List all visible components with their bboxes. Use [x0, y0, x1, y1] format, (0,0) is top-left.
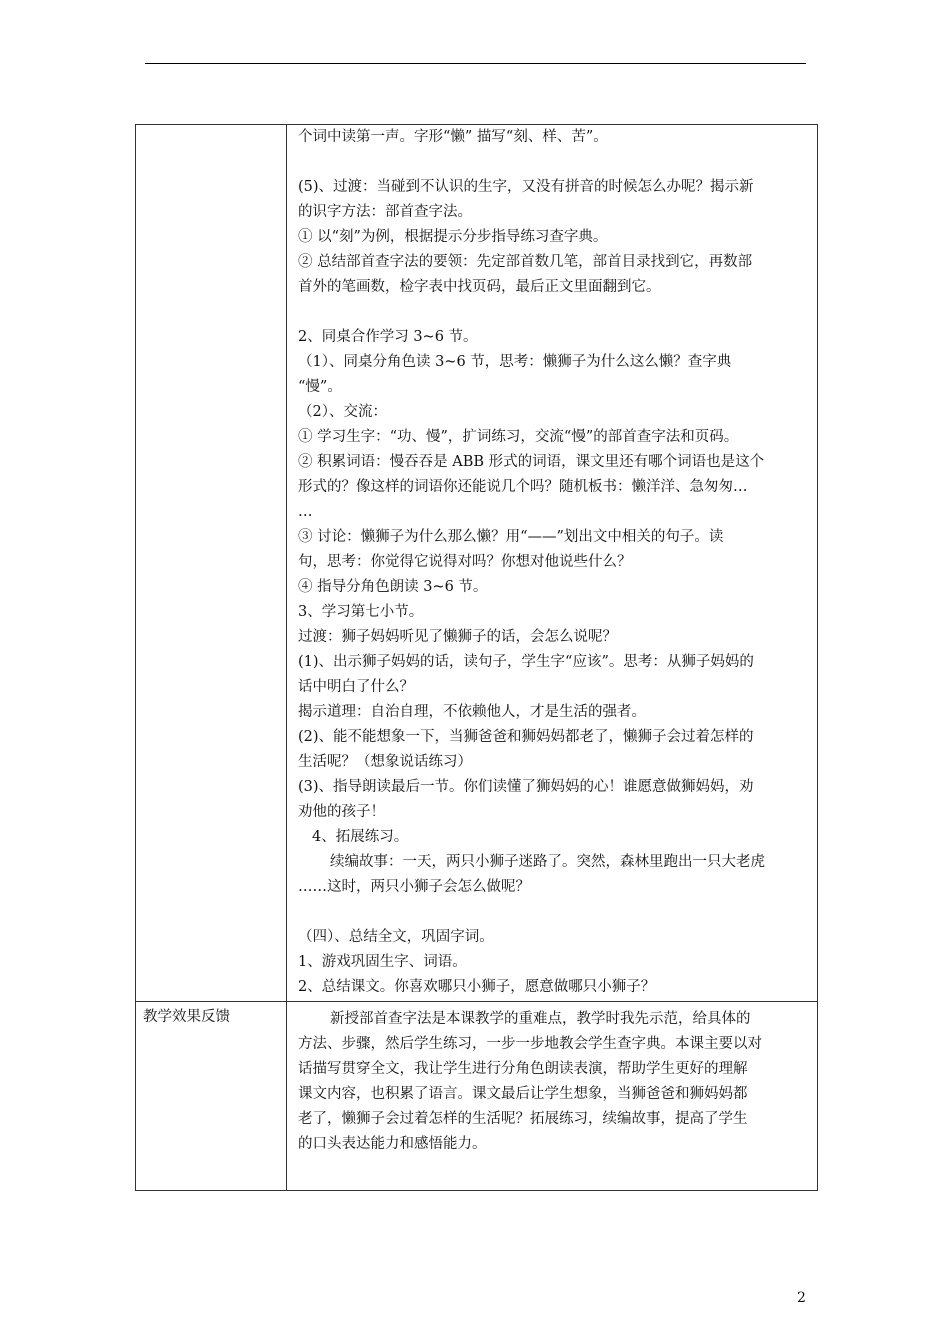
text-line: 生活呢？（想象说话练习） — [298, 754, 472, 770]
text-line: ③ 讨论：懒狮子为什么那么懒？用“——”划出文中相关的句子。读 — [298, 529, 724, 545]
blank-line — [298, 300, 810, 325]
text-line: 形式的？像这样的词语你还能说几个吗？随机板书：懒洋洋、急匆匆… — [298, 479, 748, 495]
text-line: 2、同桌合作学习 3~6 节。 — [298, 329, 478, 345]
text-line: 老了，懒狮子会过着怎样的生活呢？拓展练习，续编故事，提高了学生 — [298, 1111, 748, 1127]
text-line: ② 总结部首查字法的要领：先定部首数几笔，部首目录找到它，再数部 — [298, 254, 753, 270]
text-line: (1)、出示狮子妈妈的话，读句子，学生字“应该”。思考：从狮子妈妈的 — [298, 654, 754, 670]
text-line: 2、总结课文。你喜欢哪只小狮子，愿意做哪只小狮子？ — [298, 979, 656, 995]
lesson-process-label-cell — [136, 125, 287, 1002]
text-line: (5)、过渡：当碰到不认识的生字，又没有拼音的时候怎么办呢？揭示新 — [298, 179, 754, 195]
feedback-label: 教学效果反馈 — [136, 1002, 287, 1191]
text-line: 话中明白了什么？ — [298, 679, 414, 695]
lesson-process-row — [136, 125, 818, 1002]
text-line: 方法、步骤，然后学生练习，一步一步地教会学生查字典。本课主要以对 — [298, 1036, 762, 1052]
text-line: 续编故事：一天，两只小狮子迷路了。突然，森林里跑出一只大老虎 — [330, 854, 765, 870]
text-line: 劝他的孩子！ — [298, 804, 385, 820]
text-line: 句，思考：你觉得它说得对吗？你想对他说些什么？ — [298, 554, 632, 570]
text-line: 揭示道理：自治自理，不依赖他人，才是生活的强者。 — [298, 704, 646, 720]
feedback-row — [136, 1002, 818, 1191]
text-line: 新授部首查字法是本课教学的重难点，教学时我先示范，给具体的 — [330, 1011, 751, 1027]
text-line: … — [298, 504, 313, 520]
text-line: （2）、交流： — [298, 404, 387, 420]
blank-line — [298, 900, 810, 925]
text-line: （四）、总结全文，巩固字词。 — [298, 929, 494, 945]
text-line: (3)、指导朗读最后一节。你们读懂了狮妈妈的心！谁愿意做狮妈妈，劝 — [298, 779, 754, 795]
text-line: 4、拓展练习。 — [312, 829, 409, 845]
text-line: 1、游戏巩固生字、词语。 — [298, 954, 467, 970]
text-line: ……这时，两只小狮子会怎么做呢？ — [298, 879, 530, 895]
blank-line — [298, 150, 810, 175]
text-line: 课文内容，也积累了语言。课文最后让学生想象，当狮爸爸和狮妈妈都 — [298, 1086, 748, 1102]
text-line: ② 积累词语：慢吞吞是 ABB 形式的词语，课文里还有哪个词语也是这个 — [298, 454, 765, 470]
text-line: 的口头表达能力和感悟能力。 — [298, 1136, 487, 1152]
text-line: 个词中读第一声。字形“懒” 描写“刻、样、苦”。 — [298, 129, 608, 145]
text-line: (2)、能不能想象一下，当狮爸爸和狮妈妈都老了，懒狮子会过着怎样的 — [298, 729, 754, 745]
text-line: （1）、同桌分角色读 3~6 节，思考：懒狮子为什么这么懒？查字典 — [298, 354, 732, 370]
text-line: 首外的笔画数，检字表中找页码，最后正文里面翻到它。 — [298, 279, 661, 295]
text-line: ④ 指导分角色朗读 3~6 节。 — [298, 579, 488, 595]
header-rule — [145, 63, 806, 64]
lesson-table — [135, 124, 818, 1191]
text-line: 3、学习第七小节。 — [298, 604, 424, 620]
page-number: 2 — [797, 1290, 806, 1306]
text-line: 话描写贯穿全文，我让学生进行分角色朗读表演，帮助学生更好的理解 — [298, 1061, 748, 1077]
text-line: ① 学习生字：“功、慢”，扩词练习，交流“慢”的部首查字法和页码。 — [298, 429, 739, 445]
text-line: 的识字方法：部首查字法。 — [298, 204, 472, 220]
lesson-process-content — [287, 125, 818, 1002]
text-line: ① 以“刻”为例，根据提示分步指导练习查字典。 — [298, 229, 608, 245]
text-line: “慢”。 — [298, 379, 342, 395]
feedback-content — [287, 1002, 818, 1191]
text-line: 过渡：狮子妈妈听见了懒狮子的话，会怎么说呢？ — [298, 629, 617, 645]
